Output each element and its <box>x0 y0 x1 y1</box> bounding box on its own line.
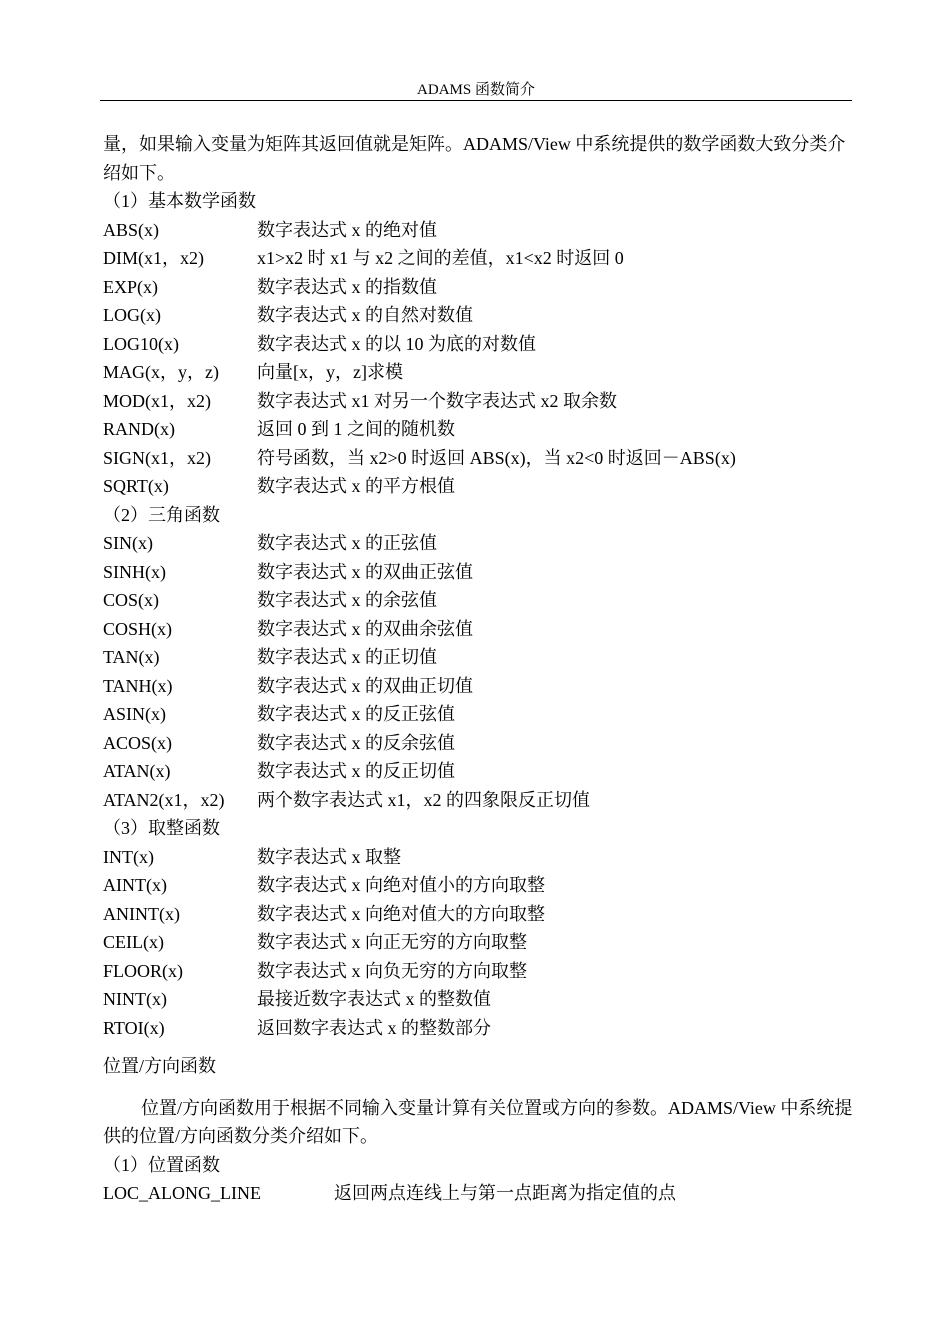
function-row <box>103 586 853 615</box>
function-name: ANINT(x) <box>103 903 180 924</box>
intro-paragraph: 量，如果输入变量为矩阵其返回值就是矩阵。ADAMS/View 中系统提供的数学函数大致分类介绍如下。 <box>103 134 846 183</box>
function-name: SQRT(x) <box>103 476 169 496</box>
function-description: 数字表达式 x 的指数值 <box>257 276 437 297</box>
function-row <box>103 957 853 986</box>
function-name: COS(x) <box>103 590 160 610</box>
function-description: 数字表达式 x 的以 10 为底的对数值 <box>257 333 536 354</box>
function-name: FLOOR(x) <box>103 960 183 981</box>
section2-list <box>103 1179 853 1208</box>
function-row <box>103 757 853 786</box>
function-name: TAN(x) <box>103 647 160 667</box>
function-description: 数字表达式 x 的平方根值 <box>257 476 455 496</box>
function-name: LOG10(x) <box>103 333 179 354</box>
function-row <box>103 273 853 302</box>
function-description: 数字表达式 x 的双曲余弦值 <box>257 618 473 639</box>
page-header: ADAMS 函数简介 <box>417 82 535 98</box>
function-description: 数字表达式 x 向绝对值大的方向取整 <box>257 903 545 924</box>
function-description: 向量[x，y，z]求模 <box>257 362 403 382</box>
group2-heading: （2）三角函数 <box>103 504 220 525</box>
function-row <box>103 244 853 273</box>
function-description: 数字表达式 x 的绝对值 <box>257 219 437 240</box>
function-row <box>103 1179 853 1208</box>
function-name: INT(x) <box>103 846 154 867</box>
function-description: 两个数字表达式 x1，x2 的四象限反正切值 <box>257 789 590 810</box>
function-name: MAG(x，y，z) <box>103 362 219 382</box>
function-row <box>103 330 853 359</box>
function-name: ASIN(x) <box>103 704 166 724</box>
header-rule <box>100 100 852 101</box>
function-description: 符号函数，当 x2>0 时返回 ABS(x)，当 x2<0 时返回－ABS(x) <box>257 447 736 468</box>
function-description: 返回 0 到 1 之间的随机数 <box>257 419 455 439</box>
function-description: 数字表达式 x 的反正切值 <box>257 761 455 781</box>
function-description: 数字表达式 x 的双曲正弦值 <box>257 561 473 582</box>
function-row <box>103 928 853 957</box>
function-row <box>103 415 853 444</box>
function-description: 数字表达式 x 的反余弦值 <box>257 732 455 753</box>
function-row <box>103 729 853 758</box>
function-description: x1>x2 时 x1 与 x2 之间的差值，x1<x2 时返回 0 <box>257 248 624 268</box>
function-row <box>103 216 853 245</box>
function-name: RAND(x) <box>103 419 175 439</box>
function-row <box>103 871 853 900</box>
function-description: 数字表达式 x 的自然对数值 <box>257 305 473 325</box>
function-name: ATAN(x) <box>103 761 171 781</box>
function-description: 数字表达式 x1 对另一个数字表达式 x2 取余数 <box>257 390 617 411</box>
function-description: 数字表达式 x 取整 <box>257 846 401 867</box>
function-description: 返回数字表达式 x 的整数部分 <box>257 1017 491 1038</box>
function-row <box>103 615 853 644</box>
function-name: LOG(x) <box>103 305 161 325</box>
group3-heading: （3）取整函数 <box>103 818 220 838</box>
function-description: 最接近数字表达式 x 的整数值 <box>257 989 491 1009</box>
function-name: MOD(x1，x2) <box>103 390 211 411</box>
function-name: EXP(x) <box>103 276 158 297</box>
group1-list <box>103 216 853 501</box>
function-name: RTOI(x) <box>103 1017 165 1038</box>
section2-group1-heading: （1）位置函数 <box>103 1154 220 1175</box>
function-row <box>103 358 853 387</box>
function-name: COSH(x) <box>103 618 173 639</box>
function-row <box>103 529 853 558</box>
section-title-position: 位置/方向函数 <box>103 1056 217 1076</box>
function-description: 数字表达式 x 的双曲正切值 <box>257 675 473 696</box>
function-description: 数字表达式 x 的余弦值 <box>257 590 437 610</box>
function-row <box>103 444 853 473</box>
function-description: 数字表达式 x 向正无穷的方向取整 <box>257 932 527 952</box>
function-description: 数字表达式 x 的反正弦值 <box>257 704 455 724</box>
function-row <box>103 700 853 729</box>
group3-list <box>103 843 853 1043</box>
function-row <box>103 786 853 815</box>
function-description: 数字表达式 x 的正切值 <box>257 647 437 667</box>
group1-heading: （1）基本数学函数 <box>103 191 256 211</box>
function-name: NINT(x) <box>103 989 167 1009</box>
function-name: CEIL(x) <box>103 932 164 952</box>
function-description: 数字表达式 x 向负无穷的方向取整 <box>257 960 527 981</box>
function-row <box>103 558 853 587</box>
function-description: 数字表达式 x 向绝对值小的方向取整 <box>257 875 545 895</box>
function-row <box>103 387 853 416</box>
function-row <box>103 985 853 1014</box>
function-row <box>103 843 853 872</box>
function-description: 数字表达式 x 的正弦值 <box>257 533 437 553</box>
function-row <box>103 672 853 701</box>
function-row <box>103 643 853 672</box>
function-name: AINT(x) <box>103 875 167 895</box>
document-body <box>103 130 853 1208</box>
function-name: ATAN2(x1，x2) <box>103 789 225 810</box>
function-name: ABS(x) <box>103 219 160 240</box>
function-description: 返回两点连线上与第一点距离为指定值的点 <box>334 1183 676 1203</box>
function-name: SIGN(x1，x2) <box>103 447 211 468</box>
function-name: TANH(x) <box>103 675 173 696</box>
function-name: SIN(x) <box>103 533 153 553</box>
function-name: ACOS(x) <box>103 732 173 753</box>
function-name: SINH(x) <box>103 561 166 582</box>
group2-list <box>103 529 853 814</box>
function-name: DIM(x1，x2) <box>103 248 204 268</box>
function-row <box>103 1014 853 1043</box>
function-row <box>103 301 853 330</box>
function-row <box>103 472 853 501</box>
function-name: LOC_ALONG_LINE <box>103 1183 261 1203</box>
section2-paragraph: 位置/方向函数用于根据不同输入变量计算有关位置或方向的参数。ADAMS/View 中系统提供的位置/方向函数分类介绍如下。 <box>103 1097 853 1146</box>
function-row <box>103 900 853 929</box>
